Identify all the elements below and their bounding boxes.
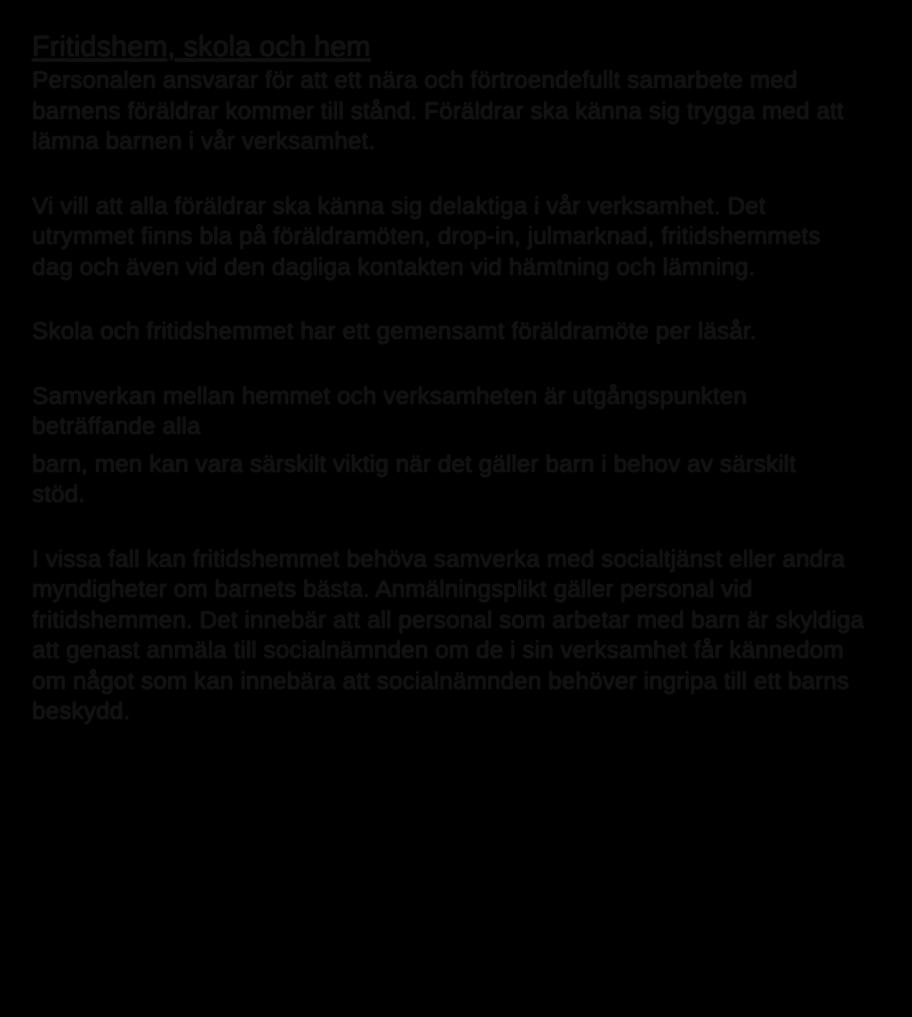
paragraph-parent-involvement: Vi vill att alla föräldrar ska känna sig delaktiga i vår verksamhet. Det utrymmet finns bla på föräldramöten, drop-in, julmarknad, fritidshemmets dag och även vid den dagliga kontakten vid hämtning och lämning.: [32, 192, 821, 281]
paragraph-parent-meeting: Skola och fritidshemmet har ett gemensamt föräldramöte per läsår.: [32, 318, 757, 345]
paragraph-parent-collaboration: Personalen ansvarar för att ett nära och förtroendefullt samarbete med barnens föräldrar kommer till stånd. Föräldrar ska känna sig trygga med att lämna barnen i vår verksamhet.: [32, 67, 844, 155]
paragraph-spacer: [32, 348, 892, 382]
paragraph-spacer: [32, 443, 892, 450]
document-page: [32, 30, 892, 728]
paragraph-reporting-duty: I vissa fall kan fritidshemmet behöva samverka med socialtjänst eller andra myndigheter om barnets bästa. Anmälningsplikt gäller personal vid fritidshemmen. Det innebär att all personal som arbetar med barn är skyldiga att genast anmäla till socialnämnden om de i sin verksamhet får kännedom om något som kan innebära att socialnämnden behöver ingripa till ett barns beskydd.: [32, 545, 865, 725]
paragraph-cooperation-special-support: barn, men kan vara särskilt viktig när det gäller barn i behov av särskilt stöd.: [32, 450, 796, 508]
paragraph-spacer: [32, 283, 892, 317]
paragraph-cooperation-start: Samverkan mellan hemmet och verksamheten är utgångspunkten beträffande alla: [32, 382, 747, 440]
paragraph-spacer: [32, 511, 892, 545]
page-title: Fritidshem, skola och hem: [32, 31, 371, 63]
paragraph-spacer: [32, 158, 892, 192]
